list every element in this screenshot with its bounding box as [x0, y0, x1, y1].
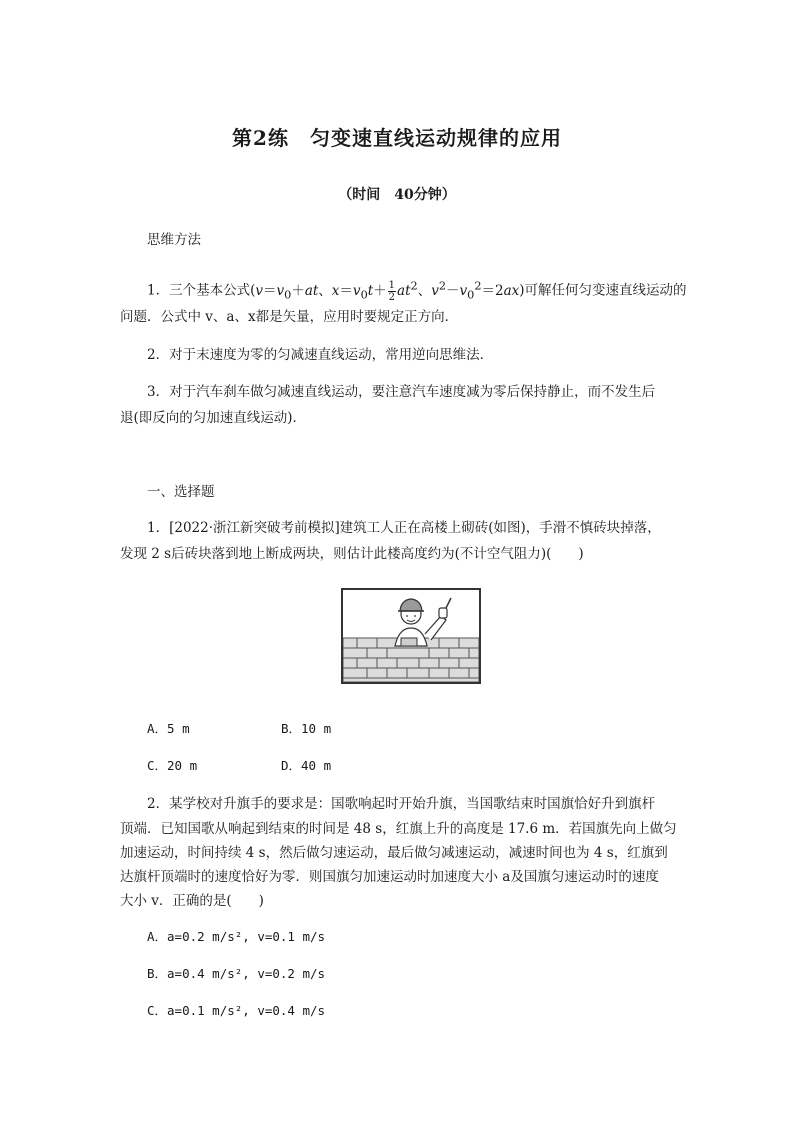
method-item-1-line-1	[147, 276, 687, 305]
q1-option-a: A．5 m	[147, 721, 190, 736]
methods-heading: 思维方法	[147, 232, 201, 248]
q1-line-2: 发现 2 s后砖块落到地上断成两块，则估计此楼高度约为(不计空气阻力)( )	[120, 546, 584, 562]
formula-velocity: $v=v_0+at$、$x=v_0t+$ $\frac{1}{2}$ $at^2$、$v^2-v_0^2=2ax$	[255, 279, 520, 303]
q2-option-a: A．a=0.2 m/s², v=0.1 m/s	[147, 929, 326, 944]
time-limit: （时间 40分钟）	[338, 187, 456, 203]
q1-line-1: 1．[2022·浙江新突破考前模拟]建筑工人正在高楼上砌砖(如图)，手滑不慎砖块掉落，	[147, 520, 661, 536]
method-item-1-suffix: )可解任何匀变速直线运动的	[519, 282, 687, 299]
q1-option-c: C．20 m	[147, 758, 198, 773]
method-item-3-line-2: 退(即反向的匀加速直线运动)．	[120, 410, 307, 426]
q1-option-d: D．40 m	[281, 758, 332, 773]
method-item-1-line-2: 问题．公式中 v、a、x都是矢量，应用时要规定正方向．	[120, 309, 459, 325]
q2-option-b: B．a=0.4 m/s², v=0.2 m/s	[147, 966, 326, 981]
bricklayer-figure	[341, 588, 481, 684]
q2-line-5: 大小 v．正确的是( )	[120, 893, 264, 909]
q2-line-1: 2．某学校对升旗手的要求是：国歌响起时开始升旗，当国歌结束时国旗恰好升到旗杆	[147, 796, 656, 812]
bricklayer-illustration	[343, 590, 479, 682]
q2-option-c: C．a=0.1 m/s², v=0.4 m/s	[147, 1003, 326, 1018]
q1-option-b: B．10 m	[281, 721, 332, 736]
method-item-3-line-1: 3．对于汽车刹车做匀减速直线运动，要注意汽车速度减为零后保持静止，而不发生后	[147, 384, 656, 400]
method-item-2: 2．对于末速度为零的匀减速直线运动，常用逆向思维法．	[147, 347, 494, 363]
section-heading: 一、选择题	[147, 484, 215, 500]
q2-line-3: 加速运动，时间持续 4 s，然后做匀速运动，最后做匀减速运动，减速时间也为 4 s，红旗到	[120, 845, 668, 861]
q2-line-4: 达旗杆顶端时的速度恰好为零．则国旗匀加速运动时加速度大小 a及国旗匀速运动时的速度	[120, 869, 659, 885]
method-item-1-prefix: 1．三个基本公式(	[147, 282, 256, 299]
q2-line-2: 顶端．已知国歌从响起到结束的时间是 48 s，红旗上升的高度是 17.6 m．若国旗先向上做匀	[120, 821, 677, 837]
page-title: 第2练 匀变速直线运动规律的应用	[232, 126, 562, 150]
